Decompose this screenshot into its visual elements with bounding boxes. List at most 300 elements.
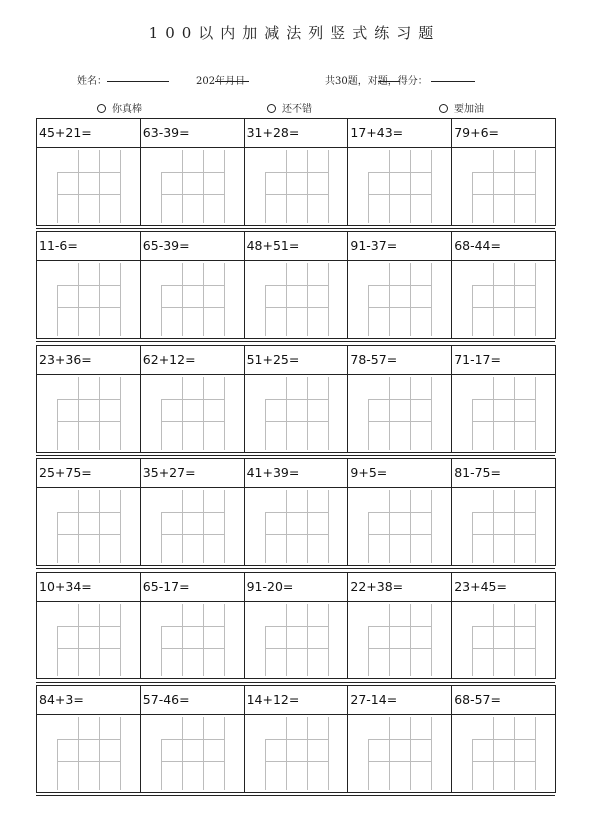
grid-line: [410, 490, 411, 563]
grid-line: [161, 399, 162, 450]
year-label: 年: [215, 76, 226, 87]
grid-line: [368, 534, 431, 535]
grid-line: [472, 648, 535, 649]
grid-line: [368, 512, 369, 563]
grid-line: [161, 761, 224, 762]
grid-line: [514, 377, 515, 450]
grid-line: [182, 150, 183, 223]
grid-line: [493, 604, 494, 677]
grid-line: [57, 512, 120, 513]
grid-line: [57, 648, 120, 649]
row-separator: [36, 682, 555, 683]
grid-line: [161, 399, 224, 400]
grid-line: [224, 717, 225, 790]
problem-header: [244, 685, 349, 716]
grid-line: [472, 399, 473, 450]
score-blank[interactable]: [431, 72, 475, 82]
grid-line: [307, 377, 308, 450]
problem-header: [451, 118, 556, 149]
grid-line: [514, 263, 515, 336]
grid-line: [493, 717, 494, 790]
score-field[interactable]: [325, 72, 428, 87]
grid-line: [307, 604, 308, 677]
grid-line: [265, 534, 328, 535]
problem-header: [36, 118, 141, 149]
grid-line: [224, 490, 225, 563]
problem-text: 91-37=: [350, 238, 398, 254]
problem-header: [36, 685, 141, 716]
problem-text: 41+39=: [246, 465, 300, 481]
problem-header: [36, 572, 141, 603]
grid-line: [57, 626, 58, 677]
answer-area[interactable]: [140, 601, 245, 680]
grid-line: [203, 263, 204, 336]
problem-header: [140, 345, 245, 376]
grid-line: [368, 285, 431, 286]
grid-line: [368, 399, 431, 400]
grid-line: [472, 421, 535, 422]
problem-text: 35+27=: [142, 465, 196, 481]
grid-line: [99, 377, 100, 450]
problem-text: 84+3=: [39, 692, 84, 707]
grid-line: [472, 172, 535, 173]
grid-line: [389, 490, 390, 563]
grid-line: [57, 399, 120, 400]
answer-area[interactable]: [347, 260, 452, 339]
grid-line: [368, 739, 369, 790]
grid-line: [389, 604, 390, 677]
grid-line: [368, 739, 431, 740]
grid-line: [57, 194, 120, 195]
problem-text: 51+25=: [246, 351, 300, 367]
problem-header: [140, 118, 245, 149]
grid-line: [161, 739, 162, 790]
problem-text: 91-20=: [246, 578, 294, 594]
grid-line: [368, 626, 431, 627]
grid-line: [265, 172, 328, 173]
row-separator: [36, 795, 555, 796]
problem-text: 9+5=: [350, 465, 388, 481]
grid-line: [78, 377, 79, 450]
problem-header: [244, 572, 349, 603]
grid-line: [161, 172, 224, 173]
rating-great[interactable]: [97, 100, 142, 115]
problem-text: 71-17=: [454, 351, 501, 367]
problem-text: 11-6=: [39, 238, 78, 254]
grid-line: [161, 512, 162, 563]
problem-header: [244, 458, 349, 489]
problem-text: 31+28=: [246, 125, 300, 140]
grid-line: [78, 490, 79, 563]
problem-header: [244, 231, 349, 262]
grid-line: [182, 377, 183, 450]
grid-line: [182, 717, 183, 790]
problem-text: 81-75=: [454, 465, 501, 481]
rating-label: 还不错: [282, 104, 312, 115]
grid-line: [472, 194, 535, 195]
grid-line: [328, 717, 329, 790]
grid-line: [161, 285, 224, 286]
grid-line: [161, 534, 224, 535]
problem-text: 65-39=: [142, 238, 190, 254]
row-separator: [36, 455, 555, 456]
grid-line: [161, 285, 162, 336]
total-label: 共30题，对: [325, 76, 378, 87]
grid-line: [286, 377, 287, 450]
grid-line: [514, 604, 515, 677]
answer-area[interactable]: [244, 374, 349, 453]
problem-header: [451, 572, 556, 603]
grid-line: [265, 739, 328, 740]
answer-area[interactable]: [347, 374, 452, 453]
grid-line: [410, 604, 411, 677]
grid-line: [161, 512, 224, 513]
answer-area[interactable]: [36, 260, 141, 339]
problem-text: 62+12=: [142, 351, 196, 367]
grid-line: [203, 377, 204, 450]
grid-line: [265, 761, 328, 762]
problem-header: [36, 458, 141, 489]
grid-line: [265, 421, 328, 422]
problem-header: [140, 685, 245, 716]
grid-line: [368, 421, 431, 422]
rating-good[interactable]: [267, 100, 312, 115]
problem-text: 25+75=: [39, 465, 92, 481]
grid-line: [265, 626, 266, 677]
grid-line: [286, 263, 287, 336]
grid-line: [368, 172, 369, 223]
grid-line: [57, 172, 120, 173]
grid-line: [328, 377, 329, 450]
problem-header: [347, 572, 452, 603]
problem-text: 63-39=: [142, 125, 190, 140]
problem-header: [347, 685, 452, 716]
problem-header: [451, 685, 556, 716]
grid-line: [161, 739, 224, 740]
grid-line: [57, 739, 58, 790]
grid-line: [99, 263, 100, 336]
problem-header: [244, 118, 349, 149]
grid-line: [535, 377, 536, 450]
answer-area[interactable]: [244, 714, 349, 793]
grid-line: [265, 512, 328, 513]
grid-line: [78, 604, 79, 677]
answer-area[interactable]: [140, 147, 245, 226]
grid-line: [472, 307, 535, 308]
grid-line: [120, 150, 121, 223]
grid-line: [328, 150, 329, 223]
grid-line: [472, 512, 473, 563]
grid-line: [535, 263, 536, 336]
day-label: 日: [235, 76, 246, 87]
grid-line: [161, 626, 162, 677]
grid-line: [514, 150, 515, 223]
rating-label: 要加油: [454, 104, 484, 115]
answer-area[interactable]: [347, 487, 452, 566]
grid-line: [78, 263, 79, 336]
grid-line: [431, 150, 432, 223]
grid-line: [410, 150, 411, 223]
grid-line: [265, 285, 266, 336]
answer-area[interactable]: [36, 147, 141, 226]
grid-line: [535, 717, 536, 790]
grid-line: [431, 490, 432, 563]
row-separator: [36, 568, 555, 569]
problem-header: [347, 458, 452, 489]
answer-area[interactable]: [36, 374, 141, 453]
problem-text: 17+43=: [350, 125, 404, 140]
grid-line: [57, 534, 120, 535]
grid-line: [224, 263, 225, 336]
name-label: 姓名：: [77, 76, 107, 87]
grid-line: [389, 150, 390, 223]
grid-line: [203, 150, 204, 223]
day-blank[interactable]: [235, 72, 249, 82]
grid-line: [182, 263, 183, 336]
grid-line: [78, 717, 79, 790]
problem-text: 23+45=: [454, 578, 507, 594]
answer-area[interactable]: [347, 714, 452, 793]
grid-line: [328, 604, 329, 677]
grid-line: [328, 490, 329, 563]
grid-line: [161, 172, 162, 223]
grid-line: [224, 604, 225, 677]
grid-line: [265, 307, 328, 308]
grid-line: [368, 285, 369, 336]
grid-line: [535, 604, 536, 677]
grid-line: [286, 604, 287, 677]
grid-line: [472, 285, 473, 336]
grid-line: [389, 717, 390, 790]
answer-area[interactable]: [451, 714, 556, 793]
problem-header: [140, 231, 245, 262]
grid-line: [535, 490, 536, 563]
grid-line: [161, 648, 224, 649]
grid-line: [57, 512, 58, 563]
problem-text: 14+12=: [246, 692, 300, 707]
answer-area[interactable]: [451, 487, 556, 566]
name-field[interactable]: [77, 72, 107, 87]
grid-line: [57, 172, 58, 223]
grid-line: [120, 377, 121, 450]
grid-line: [472, 512, 535, 513]
problem-header: [451, 345, 556, 376]
grid-line: [472, 534, 535, 535]
grid-line: [493, 490, 494, 563]
row-separator: [36, 228, 555, 229]
grid-line: [224, 377, 225, 450]
grid-line: [389, 263, 390, 336]
problem-header: [347, 345, 452, 376]
grid-line: [161, 626, 224, 627]
problem-text: 57-46=: [142, 692, 190, 707]
grid-line: [472, 761, 535, 762]
answer-area[interactable]: [244, 601, 349, 680]
grid-line: [120, 717, 121, 790]
grid-line: [307, 717, 308, 790]
grid-line: [472, 626, 535, 627]
grid-line: [78, 150, 79, 223]
correct-blank[interactable]: [378, 72, 400, 82]
row-separator: [36, 341, 555, 342]
answer-area[interactable]: [451, 601, 556, 680]
grid-line: [265, 648, 328, 649]
date-field[interactable]: [196, 72, 245, 87]
grid-line: [472, 626, 473, 677]
grid-line: [368, 399, 369, 450]
grid-line: [203, 604, 204, 677]
exercise-grid: [36, 116, 555, 798]
answer-area[interactable]: [140, 487, 245, 566]
grid-line: [265, 285, 328, 286]
rating-try[interactable]: [439, 100, 484, 115]
grid-line: [99, 717, 100, 790]
rating-label: 你真棒: [112, 104, 142, 115]
problem-text: 78-57=: [350, 351, 398, 367]
grid-line: [328, 263, 329, 336]
grid-line: [57, 626, 120, 627]
answer-area[interactable]: [36, 487, 141, 566]
grid-line: [431, 263, 432, 336]
problem-text: 22+38=: [350, 578, 404, 594]
grid-line: [57, 285, 120, 286]
problem-header: [36, 231, 141, 262]
problem-text: 45+21=: [39, 125, 92, 140]
answer-area[interactable]: [140, 714, 245, 793]
grid-line: [286, 490, 287, 563]
grid-line: [431, 377, 432, 450]
grid-line: [514, 717, 515, 790]
grid-line: [410, 717, 411, 790]
answer-area[interactable]: [140, 374, 245, 453]
grid-line: [224, 150, 225, 223]
grid-line: [286, 717, 287, 790]
problem-text: 79+6=: [454, 125, 499, 140]
grid-line: [472, 399, 535, 400]
grid-line: [99, 604, 100, 677]
grid-line: [307, 150, 308, 223]
answer-area[interactable]: [347, 601, 452, 680]
grid-line: [203, 490, 204, 563]
problem-text: 27-14=: [350, 692, 398, 707]
problem-header: [451, 231, 556, 262]
grid-line: [57, 399, 58, 450]
answer-area[interactable]: [244, 260, 349, 339]
grid-line: [120, 263, 121, 336]
problem-header: [244, 345, 349, 376]
grid-line: [265, 399, 328, 400]
answer-area[interactable]: [347, 147, 452, 226]
grid-line: [57, 761, 120, 762]
month-label: 月: [225, 76, 236, 87]
answer-area[interactable]: [140, 260, 245, 339]
answer-area[interactable]: [451, 374, 556, 453]
grid-line: [265, 512, 266, 563]
grid-line: [120, 490, 121, 563]
grid-line: [472, 739, 535, 740]
grid-line: [265, 399, 266, 450]
grid-line: [307, 263, 308, 336]
grid-line: [120, 604, 121, 677]
grid-line: [431, 717, 432, 790]
answer-area[interactable]: [451, 260, 556, 339]
answer-area[interactable]: [244, 487, 349, 566]
grid-line: [99, 150, 100, 223]
answer-area[interactable]: [36, 601, 141, 680]
grid-line: [514, 490, 515, 563]
problem-header: [347, 118, 452, 149]
problem-header: [36, 345, 141, 376]
grid-line: [368, 512, 431, 513]
grid-line: [410, 377, 411, 450]
problem-text: 48+51=: [246, 238, 300, 254]
grid-line: [368, 626, 369, 677]
year-prefix: 202: [196, 76, 216, 87]
grid-line: [535, 150, 536, 223]
grid-line: [368, 648, 431, 649]
answer-area[interactable]: [451, 147, 556, 226]
problem-text: 68-44=: [454, 238, 501, 254]
grid-line: [57, 285, 58, 336]
page-title: 100以内加减法列竖式练习题: [148, 24, 441, 42]
grid-line: [472, 739, 473, 790]
problem-text: 10+34=: [39, 578, 92, 594]
problem-header: [451, 458, 556, 489]
grid-line: [57, 421, 120, 422]
grid-line: [265, 172, 266, 223]
grid-line: [472, 172, 473, 223]
score-label: 题，得分：: [377, 76, 428, 87]
grid-line: [431, 604, 432, 677]
grid-line: [57, 307, 120, 308]
problem-header: [140, 458, 245, 489]
grid-line: [161, 307, 224, 308]
problem-header: [140, 572, 245, 603]
problem-text: 68-57=: [454, 692, 501, 707]
grid-line: [203, 717, 204, 790]
grid-line: [286, 150, 287, 223]
grid-line: [493, 377, 494, 450]
grid-line: [265, 739, 266, 790]
grid-line: [368, 761, 431, 762]
problem-text: 65-17=: [142, 578, 190, 594]
grid-line: [265, 194, 328, 195]
grid-line: [307, 490, 308, 563]
circle-icon: [267, 104, 276, 113]
answer-area[interactable]: [244, 147, 349, 226]
grid-line: [389, 377, 390, 450]
grid-line: [99, 490, 100, 563]
grid-line: [368, 194, 431, 195]
grid-line: [161, 194, 224, 195]
grid-line: [161, 421, 224, 422]
circle-icon: [439, 104, 448, 113]
grid-line: [265, 626, 328, 627]
grid-line: [410, 263, 411, 336]
answer-area[interactable]: [36, 714, 141, 793]
grid-line: [368, 172, 431, 173]
grid-line: [368, 307, 431, 308]
grid-line: [182, 604, 183, 677]
circle-icon: [97, 104, 106, 113]
problem-header: [347, 231, 452, 262]
grid-line: [493, 150, 494, 223]
problem-text: 23+36=: [39, 351, 92, 367]
name-blank[interactable]: [107, 72, 169, 82]
grid-line: [472, 285, 535, 286]
grid-line: [182, 490, 183, 563]
grid-line: [57, 739, 120, 740]
